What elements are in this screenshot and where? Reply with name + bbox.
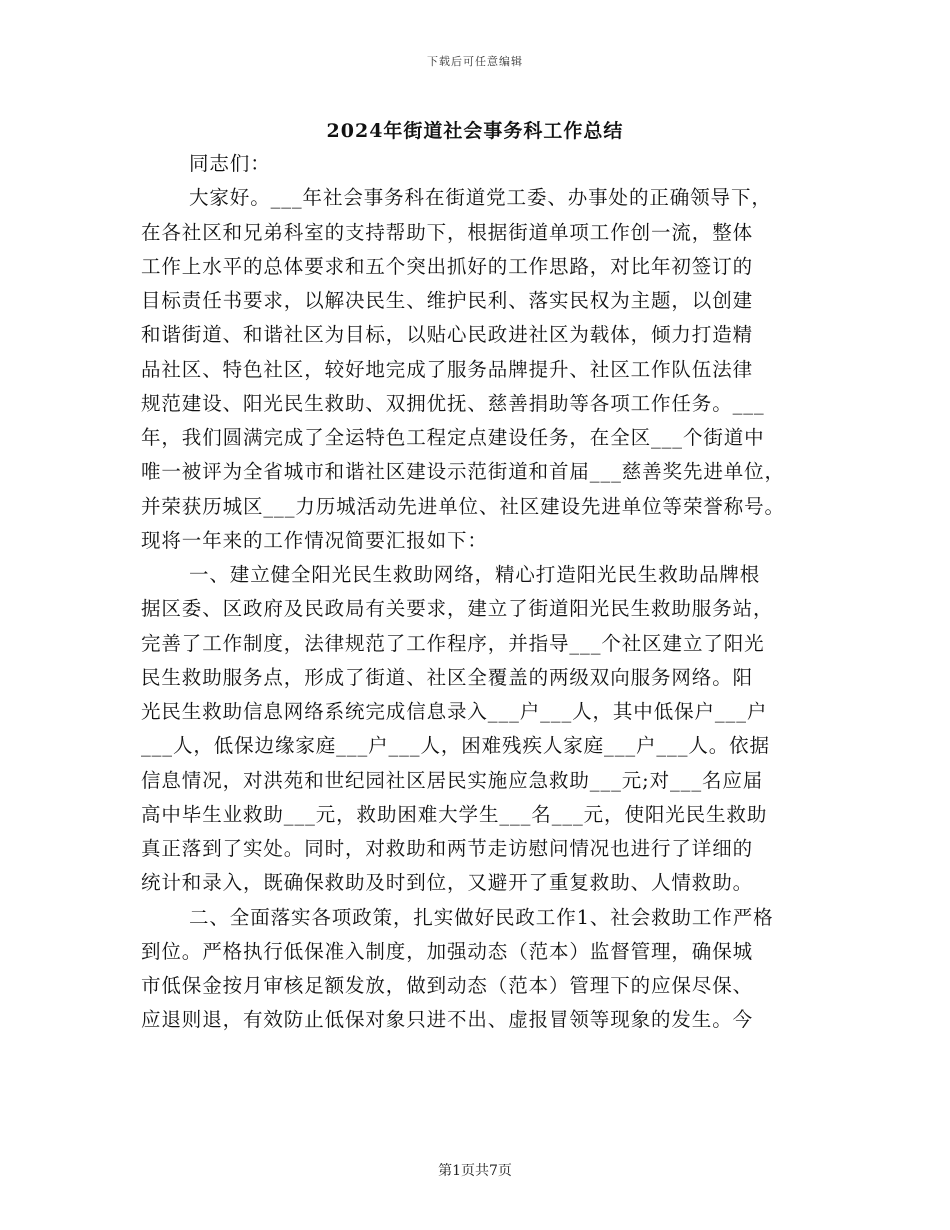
page-header: 下载后可任意编辑: [427, 55, 523, 68]
paragraph-line: 目标责任书要求，以解决民生、维护民利、落实民权为主题，以创建: [141, 289, 754, 312]
page-number: 第1页共7页: [438, 1163, 512, 1179]
paragraph-line: 光民生救助信息网络系统完成信息录入___户___人，其中低保户___户: [141, 700, 768, 723]
salutation: 同志们：: [189, 152, 271, 175]
paragraph-line: 应退则退，有效防止低保对象只进不出、虚报冒领等现象的发生。今: [141, 1008, 754, 1032]
paragraph-line: 品社区、特色社区，较好地完成了服务品牌提升、社区工作队伍法律: [141, 357, 754, 381]
paragraph-line: 唯一被评为全省城市和谐社区建设示范街道和首届___慈善奖先进单位，: [141, 460, 785, 484]
paragraph-line: 在各社区和兄弟科室的支持帮助下，根据街道单项工作创一流，整体: [141, 220, 754, 244]
paragraph-line: 大家好。___年社会事务科在街道党工委、办事处的正确领导下，: [189, 186, 772, 210]
document-title: 2024年街道社会事务科工作总结: [326, 120, 624, 142]
paragraph-line: 统计和录入，既确保救助及时到位，又避开了重复救助、人情救助。: [141, 871, 754, 895]
paragraph-line: ___人，低保边缘家庭___户___人，困难残疾人家庭___户___人。依据: [141, 734, 770, 758]
paragraph-line: 到位。严格执行低保准入制度，加强动态（范本）监督管理，确保城: [141, 939, 754, 963]
paragraph-line: 真正落到了实处。同时，对救助和两节走访慰问情况也进行了详细的: [141, 837, 754, 860]
paragraph-line: 规范建设、阳光民生救助、双拥优抚、慈善捐助等各项工作任务。___: [141, 391, 765, 415]
paragraph-line: 年，我们圆满完成了全运特色工程定点建设任务，在全区___个街道中: [141, 426, 765, 449]
paragraph-line: 民生救助服务点，形成了街道、社区全覆盖的两级双向服务网络。阳: [141, 665, 754, 689]
document-body: [141, 147, 817, 1038]
paragraph-line: 并荣获历城区___力历城活动先进单位、社区建设先进单位等荣誉称号。: [141, 494, 785, 518]
paragraph-line: 工作上水平的总体要求和五个突出抓好的工作思路，对比年初签订的: [141, 254, 754, 278]
section-heading-line: 一、建立健全阳光民生救助网络，精心打造阳光民生救助品牌根: [189, 563, 761, 586]
section-heading-line: 二、全面落实各项政策，扎实做好民政工作1、社会救助工作严格: [189, 905, 774, 929]
paragraph-line: 高中毕生业救助___元，救助困难大学生___名___元，使阳光民生救助: [141, 802, 768, 826]
paragraph-line: 市低保金按月审核足额发放，做到动态（范本）管理下的应保尽保、: [141, 974, 754, 997]
paragraph-line: 现将一年来的工作情况简要汇报如下：: [141, 528, 488, 552]
paragraph-line: 和谐街道、和谐社区为目标，以贴心民政进社区为载体，倾力打造精: [141, 323, 754, 347]
paragraph-line: 完善了工作制度，法律规范了工作程序，并指导___个社区建立了阳光: [141, 631, 765, 655]
paragraph-line: 据区委、区政府及民政局有关要求，建立了街道阳光民生救助服务站，: [141, 597, 774, 621]
paragraph-line: 信息情况，对洪苑和世纪园社区居民实施应急救助___元;对___名应届: [141, 768, 764, 792]
